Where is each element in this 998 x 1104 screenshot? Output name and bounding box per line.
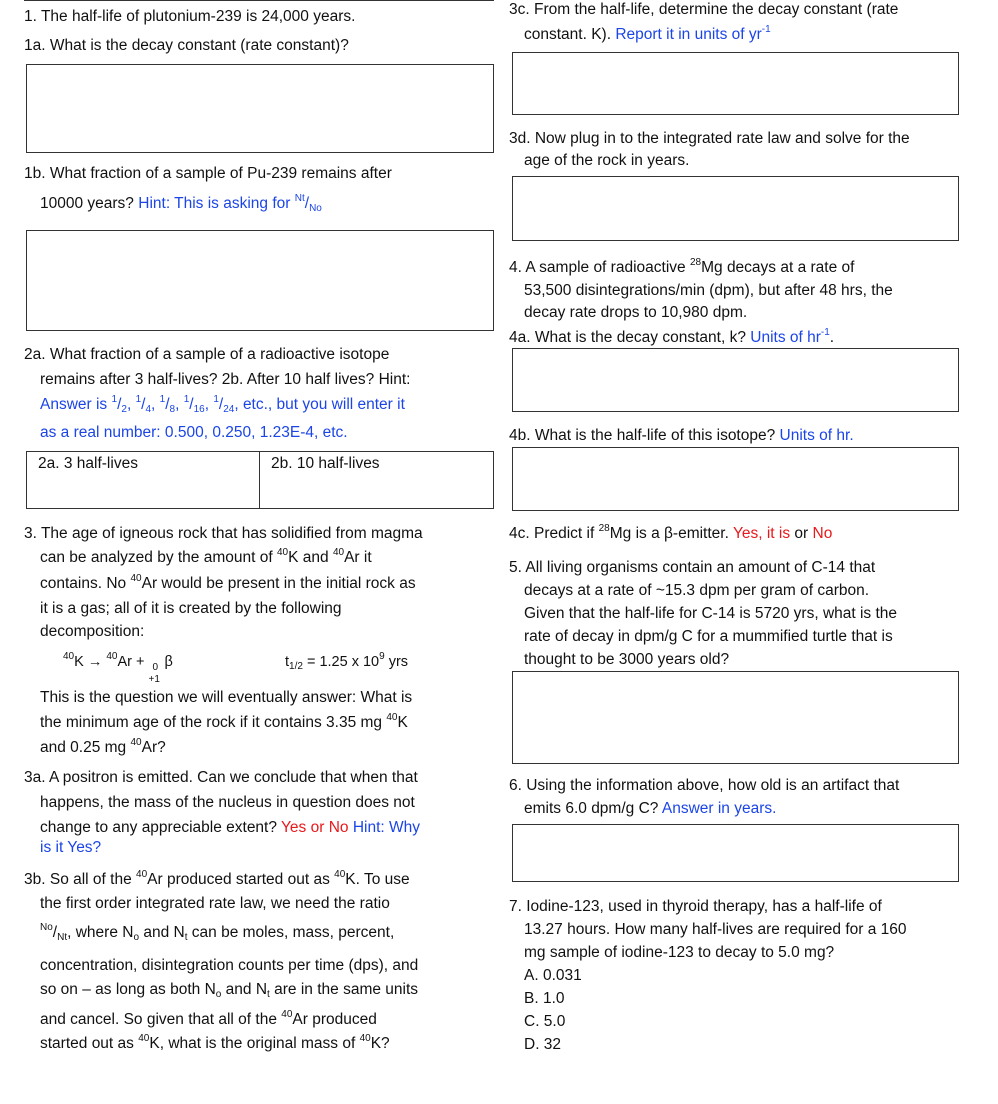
- q2-frac-4: $^1/_{24}$: [213, 394, 235, 415]
- q1a-text: 1a. What is the decay constant (rate constant)?: [24, 37, 349, 54]
- q2-line1: 2a. What fraction of a sample of a radioactive isotope: [24, 346, 390, 363]
- q3-line5: decomposition:: [40, 623, 145, 640]
- q2a-label: 2a. 3 half-lives: [38, 455, 138, 472]
- q4-line3: decay rate drops to 10,980 dpm.: [524, 304, 748, 321]
- q2a-answer-box[interactable]: [26, 451, 261, 509]
- q3c-hint: Report it in units of $yr^{-1}$: [615, 24, 771, 43]
- q7-option-c[interactable]: C. 5.0: [524, 1013, 566, 1030]
- q3d-answer-box[interactable]: [512, 176, 959, 241]
- top-rule: [24, 0, 494, 1]
- q2-line2: remains after 3 half-lives? 2b. After 10 half lives? Hint:: [40, 371, 411, 388]
- q4b-answer-box[interactable]: [512, 447, 959, 511]
- q5-line3: Given that the half-life for C-14 is 5720 yrs, what is the: [524, 605, 898, 622]
- q3-line2: can be analyzed by the amount of $^{40}$K and $^{40}$Ar it: [40, 547, 372, 566]
- q4a-answer-box[interactable]: [512, 348, 959, 412]
- q2b-label: 2b. 10 half-lives: [271, 455, 380, 472]
- q7-option-b[interactable]: B. 1.0: [524, 990, 565, 1007]
- q1b-line1: 1b. What fraction of a sample of Pu-239 remains after: [24, 165, 392, 182]
- q3-line4: it is a gas; all of it is created by the following: [40, 600, 342, 617]
- q2-frac-1: $^1/_4$: [135, 394, 151, 415]
- q3d-line2: age of the rock in years.: [524, 152, 690, 169]
- q3c-line2: constant. K). Report it in units of $yr^{-1}$: [524, 24, 771, 43]
- arrow-icon: →: [87, 654, 103, 670]
- q6-line2: emits 6.0 dpm/g C? Answer in years.: [524, 800, 777, 817]
- q4c-text: 4c. Predict if $^{28}$Mg is a β-emitter. Yes, it is or No: [509, 523, 833, 542]
- q2b-answer-box[interactable]: [259, 451, 494, 509]
- q3d-line1: 3d. Now plug in to the integrated rate law and solve for the: [509, 130, 910, 147]
- q3-eventual-line2: the minimum age of the rock if it contains 3.35 mg $^{40}$K: [40, 712, 408, 731]
- q3c-line1: 3c. From the half-life, determine the decay constant (rate: [509, 1, 899, 18]
- q3-eventual-line3: and 0.25 mg $^{40}$Ar?: [40, 737, 166, 756]
- q1-title: 1. The half-life of plutonium-239 is 24,000 years.: [24, 8, 356, 25]
- q4-line1: 4. A sample of radioactive $^{28}$Mg decays at a rate of: [509, 257, 855, 276]
- q2-frac-2: $^1/_8$: [159, 394, 176, 415]
- q7-option-d[interactable]: D. 32: [524, 1036, 562, 1053]
- q3a-yes-no: Yes or No: [281, 819, 349, 836]
- q7-line1: 7. Iodine-123, used in thyroid therapy, has a half-life of: [509, 898, 882, 915]
- q6-line1: 6. Using the information above, how old is an artifact that: [509, 777, 900, 794]
- q3c-answer-box[interactable]: [512, 52, 959, 115]
- q7-line3: mg sample of iodine-123 to decay to 5.0 mg?: [524, 944, 835, 961]
- q3-line3: contains. No $^{40}$Ar would be present in the initial rock as: [40, 573, 416, 592]
- q2-line3: Answer is $^1/_2$, $^1/_4$, $^1/_8$, $^1/_{16}$, $^1/_{24}$, etc., but you will enter it: [40, 394, 405, 415]
- q4c-no: No: [812, 525, 833, 542]
- q1b-line2: 10000 years? Hint: This is asking for $^{Nt}/_{No}$: [40, 193, 322, 214]
- q4a-hint: Units of $hr^{-1}$: [750, 327, 830, 346]
- q3b-line4: concentration, disintegration counts per time (dps), and: [40, 957, 419, 974]
- q2-line4: as a real number: 0.500, 0.250, 1.23E-4, etc.: [40, 424, 348, 441]
- q3a-line2: happens, the mass of the nucleus in question does not: [40, 794, 415, 811]
- q3b-line3: $^{No}/_{Nt}$, where $N_o$ and $N_t$ can be moles, mass, percent,: [40, 922, 395, 943]
- q3b-line2: the first order integrated rate law, we need the ratio: [40, 895, 390, 912]
- q7-option-a[interactable]: A. 0.031: [524, 967, 582, 984]
- q7-line2: 13.27 hours. How many half-lives are required for a 160: [524, 921, 907, 938]
- q3b-line7: started out as $^{40}$K, what is the original mass of $^{40}$K?: [40, 1033, 390, 1052]
- q1b-ratio: $^{Nt}/_{No}$: [294, 193, 322, 214]
- q5-line1: 5. All living organisms contain an amount of C-14 that: [509, 559, 876, 576]
- q5-line5: thought to be 3000 years old?: [524, 651, 730, 668]
- q3a-hint: Hint: Why: [352, 819, 421, 836]
- q4-line2: 53,500 disintegrations/min (dpm), but after 48 hrs, the: [524, 282, 893, 299]
- q3a-line3: change to any appreciable extent? Yes or No Hint: Why: [40, 819, 421, 836]
- q3-half-life: $t_{1/2} = 1.25$ x $10^9$ yrs: [285, 651, 409, 672]
- q3a-line1: 3a. A positron is emitted. Can we conclude that when that: [24, 769, 418, 786]
- q4c-yes: Yes, it is: [732, 525, 791, 542]
- q3-line1: 3. The age of igneous rock that has solidified from magma: [24, 525, 423, 542]
- q4b-hint: Units of hr.: [779, 427, 854, 444]
- q6-answer-box[interactable]: [512, 824, 959, 882]
- q1b-hint: Hint: This is asking for: [138, 195, 291, 212]
- q3b-line6: and cancel. So given that all of the $^{40}$Ar produced: [40, 1009, 377, 1028]
- q3-eventual-line1: This is the question we will eventually answer: What is: [40, 689, 413, 706]
- q3a-line4: is it Yes?: [40, 839, 102, 856]
- q4b-text: 4b. What is the half-life of this isotope? Units of hr.: [509, 427, 854, 444]
- q5-line4: rate of decay in dpm/g C for a mummified turtle that is: [524, 628, 893, 645]
- q3b-line5: so on – as long as both $N_o$ and $N_t$ are in the same units: [40, 981, 419, 1000]
- q6-hint: Answer in years.: [661, 800, 777, 817]
- q3-equation: $^{40}$K → $^{40}$Ar + 0 +1 β: [63, 651, 173, 685]
- q1a-answer-box[interactable]: [26, 64, 494, 153]
- q3b-line1: 3b. So all of the $^{40}$Ar produced started out as $^{40}$K. To use: [24, 869, 410, 888]
- q2-frac-0: $^1/_2$: [111, 394, 127, 415]
- q5-answer-box[interactable]: [512, 671, 959, 764]
- q4a-text: 4a. What is the decay constant, k? Units of $hr^{-1}$.: [509, 327, 835, 346]
- q1b-answer-box[interactable]: [26, 230, 494, 331]
- q5-line2: decays at a rate of ~15.3 dpm per gram of carbon.: [524, 582, 870, 599]
- q2-frac-3: $^1/_{16}$: [183, 394, 205, 415]
